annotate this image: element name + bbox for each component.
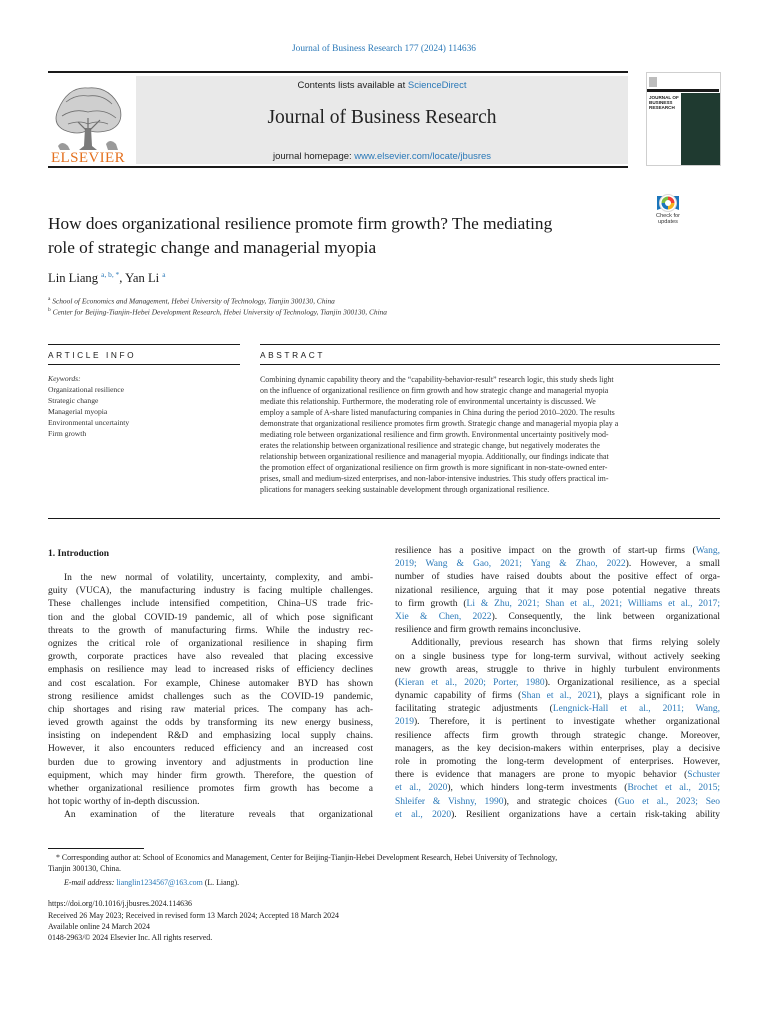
citation-link[interactable]: 2019 — [395, 717, 414, 728]
email-link[interactable]: lianglin1234567@163.com — [116, 878, 203, 887]
citation-link[interactable]: et al., 2020 — [395, 809, 452, 820]
body-line — [395, 756, 720, 769]
check-for-updates-label[interactable] — [644, 213, 692, 226]
check-for-updates-icon[interactable] — [648, 192, 688, 232]
abstract-line: Combining dynamic capability theory and the “capability-behavior-result” research logic, this study sheds light — [260, 375, 614, 384]
body-text: managers, as the key decision-makers within enterprises, play a decisive — [395, 743, 720, 754]
body-line — [395, 611, 720, 624]
abstract-rule-top — [260, 344, 720, 345]
cover-strip — [647, 89, 719, 92]
body-text: new growth areas, struggle to thrive in highly turbulent environments — [395, 664, 720, 675]
body-line: guity (VUCA), the manufacturing industry is facing multiple challenges. — [48, 586, 373, 597]
title-line: role of strategic change and managerial myopia — [48, 238, 377, 257]
body-line — [395, 809, 720, 822]
body-text: Additionally, previous research has shown that firms relying solely — [411, 638, 720, 649]
body-line: strong resilience amidst challenges such as the COVID-19 pandemic, — [48, 691, 373, 702]
corresponding-line: * Corresponding author at: School of Economics and Management, Center for Beijing-Tianjin-Hebei Development Research, Hebei University of Technology, — [56, 853, 558, 862]
citation-link[interactable]: 2019; Wang & Gao, 2021; Yang & Zhao, 2022 — [395, 559, 626, 570]
body-line: emphasis on resilience may lead to increased risks of efficiency declines — [48, 665, 373, 676]
affiliation-mark: b — [48, 307, 51, 313]
body-text: ). Consequently, the link between organizational — [491, 611, 720, 622]
citation-link[interactable]: Li & Zhu, 2021; Shan et al., 2021; Williams et al., 2017; — [466, 598, 720, 609]
body-line: ieved growth against the odds by transforming its new energy business, — [48, 718, 373, 729]
abstract-line: on the influence of organizational resilience on firm growth and how strategic change and managerial myopia — [260, 385, 609, 395]
contents-line — [136, 80, 628, 91]
body-line: chip shortages and rising raw material prices. The company has ach- — [48, 704, 373, 715]
homepage-prefix: journal homepage: — [272, 151, 352, 162]
abstract-text — [260, 375, 720, 495]
affiliation-text: Center for Beijing-Tianjin-Hebei Development Research, Hebei University of Technology, Tianjin 300130, China — [52, 307, 388, 317]
body-text: ( — [395, 677, 399, 688]
affiliation — [48, 296, 335, 305]
citation-link[interactable]: Guo et al., 2023; Seo — [617, 796, 720, 807]
body-line: These challenges include intensified competition, China–US trade fric- — [48, 599, 373, 610]
keyword: Firm growth — [48, 429, 87, 438]
body-text: to firm growth ( — [395, 598, 467, 609]
sciencedirect-link[interactable]: ScienceDirect — [407, 80, 467, 91]
body-text: ). Organizational resilience, as a special — [544, 677, 720, 688]
cfu-line2: updates — [658, 219, 678, 226]
elsevier-wordmark: ELSEVIER — [50, 150, 126, 166]
body-line — [395, 585, 720, 598]
author-list: Lin Liang $^{a, b, *}$, Yan Li $^a$ — [48, 270, 166, 286]
affiliation-text: School of Economics and Management, Hebei University of Technology, Tianjin 300130, China — [52, 296, 335, 306]
body-line: tion and the global COVID-19 pandemic, all of which pose significant — [48, 612, 373, 623]
right-column-text — [395, 545, 720, 822]
citation-link[interactable]: et al., 2020 — [395, 783, 448, 794]
header-rule-top — [48, 71, 628, 73]
affiliation-mark: a — [48, 296, 51, 302]
citation-link[interactable]: Shan et al., 2021 — [521, 691, 597, 702]
abstract-line: mediating role between organizational resilience and firm growth. Environmental uncertainty positively mod- — [260, 429, 609, 439]
body-line — [395, 716, 720, 729]
article-title — [48, 212, 628, 260]
citation-link[interactable]: Lengnick-Hall et al., 2011; Wang, — [552, 704, 720, 715]
journal-cover-thumbnail[interactable] — [646, 72, 721, 166]
body-text: nizational resilience, arguing that it may pose potential negative threats — [395, 585, 720, 596]
abstract-rule-mid — [260, 364, 720, 365]
body-line: However, it also encounters reduced efficiency and an increased cost — [48, 744, 373, 755]
body-line — [395, 730, 720, 743]
body-line — [395, 743, 720, 756]
body-line — [395, 690, 720, 703]
body-line: In the new normal of volatility, uncertainty, complexity, and ambi- — [64, 573, 373, 583]
author-affiliation-marks[interactable]: a — [162, 270, 166, 279]
email-line — [48, 877, 736, 888]
corresponding-line: Tianjin 300130, China. — [48, 864, 121, 873]
received-dates: Received 26 May 2023; Received in revised form 13 March 2024; Accepted 18 March 2024 — [48, 911, 339, 920]
citation-link[interactable]: Xie & Chen, 2022 — [395, 611, 492, 622]
citation-link[interactable]: Wang, — [695, 546, 720, 556]
body-line — [395, 598, 720, 611]
header-rule-bottom — [48, 166, 628, 168]
body-line: whether organizational resilience promotes firm growth has become a — [48, 784, 373, 794]
body-line — [395, 677, 720, 690]
body-text: on a single business type for long-term survival, without actively seeking — [395, 651, 720, 662]
homepage-link[interactable]: www.elsevier.com/locate/jbusres — [354, 151, 492, 162]
body-line: and cost escalation. For example, Chinese automaker BYD has shown — [48, 678, 373, 689]
body-text: facilitating strategic adjustments ( — [395, 704, 553, 715]
body-line — [395, 624, 720, 637]
body-line: growth, corporate practices have also revealed that placing excessive — [48, 652, 373, 663]
body-text: ). Resilient organizations have a certain risk-taking ability — [451, 809, 721, 820]
body-line: An examination of the literature reveals that organizational — [64, 810, 373, 821]
keyword: Strategic change — [48, 396, 99, 405]
email-label: E-mail address: — [64, 878, 115, 887]
citation-link[interactable]: Kieran et al., 2020; Porter, 1980 — [398, 677, 545, 688]
citation-link[interactable]: Schuster — [687, 770, 720, 781]
abstract-line: the promotion effect of organizational resilience on firm growth is more significant in non-state-owned enter- — [260, 462, 608, 472]
abstract-line: mediate this relationship. Furthermore, the moderating role of environmental uncertainty is discussed. We — [260, 396, 596, 406]
body-text: ), and strategic choices ( — [503, 796, 618, 807]
body-line — [395, 796, 720, 809]
body-text: resilience has a positive impact on the growth of start-up firms ( — [395, 546, 696, 556]
body-line — [395, 545, 720, 558]
citation-link[interactable]: Shleifer & Vishny, 1990 — [395, 796, 504, 807]
body-line — [395, 558, 720, 571]
keyword: Environmental uncertainty — [48, 418, 130, 427]
abstract-line: prises, small and medium-sized enterprises, and non-labor-intensive industries. This study offers practical im- — [260, 473, 609, 483]
body-text: role in promoting the long-term development of enterprises. However, — [395, 757, 720, 767]
body-text: ). However, a small — [625, 559, 720, 570]
affiliation — [48, 307, 387, 316]
body-line: equipment, which may hinder firm growth. Therefore, the question of — [48, 770, 373, 781]
body-line — [395, 703, 720, 716]
body-line — [395, 637, 720, 650]
body-text: ), plays a significant role in — [596, 691, 720, 702]
cover-image — [681, 93, 720, 165]
body-line — [395, 571, 720, 584]
section-heading-introduction: 1. Introduction — [48, 549, 110, 559]
keyword: Managerial myopia — [48, 407, 108, 416]
abstract-line: demonstrate that organizational resilience promotes firm growth. Strategic change and managerial myopia play a — [260, 418, 619, 428]
available-online: Available online 24 March 2024 — [48, 922, 150, 931]
article-info-heading: ARTICLE INFO — [48, 350, 137, 360]
abstract-line: plications for managers seeking sustainable development through organizational resilience. — [260, 484, 550, 494]
body-line: burden due to growing inventory and adjustments in production line — [48, 757, 373, 768]
body-text: number of studies have raised doubts about the positive effect of orga- — [395, 572, 720, 583]
author-affiliation-marks[interactable]: a, b, * — [101, 270, 120, 279]
abstract-rule-bottom — [48, 518, 720, 519]
author-name[interactable]: Lin Liang — [48, 271, 99, 286]
abstract-heading: ABSTRACT — [260, 350, 326, 360]
cover-title: JOURNAL OF BUSINESS RESEARCH — [649, 95, 679, 110]
abstract-line: employ a sample of A-share listed manufacturing companies in China during the period 2010–2020. The results — [260, 407, 615, 417]
body-line: hot topic worthy of in-depth discussion. — [48, 797, 200, 808]
body-text: dynamic capability of firms ( — [395, 691, 522, 702]
homepage-line — [136, 151, 628, 162]
abstract-line: erates the relationship between organizational resilience and strategic change, but negatively moderates the — [260, 440, 600, 450]
contents-prefix: Contents lists available at — [297, 80, 406, 91]
body-line: ognizes the critical role of organizational resilience in shaping firm — [48, 638, 373, 649]
corresponding-author-note — [48, 852, 720, 874]
abstract-line: relationship between organizational resilience and managerial myopia. Additionally, our findings indicate that — [260, 451, 609, 461]
left-column-text — [48, 572, 373, 823]
journal-citation[interactable]: Journal of Business Research 177 (2024) 114636 — [292, 44, 476, 54]
body-line: insisting on independent R&D and emphasizing local supply chains. — [48, 731, 373, 742]
cover-logo — [649, 77, 657, 87]
author-name[interactable]: Yan Li — [125, 271, 160, 286]
body-text: there is evidence that managers are prone to myopic behavior ( — [395, 770, 688, 781]
cfu-line1: Check for — [656, 213, 680, 219]
body-line — [395, 664, 720, 677]
footnote-rule — [48, 848, 144, 849]
body-text: ). Therefore, it is pertinent to investigate whether organizational — [414, 717, 720, 728]
body-line — [395, 651, 720, 664]
body-text: resilience and firm growth remains inconclusive. — [395, 625, 581, 636]
journal-title: Journal of Business Research — [267, 107, 497, 128]
body-line — [395, 782, 720, 795]
body-text: ), which hinders long-term investments ( — [447, 783, 628, 794]
keywords-label: Keywords: — [48, 374, 81, 383]
body-line — [395, 769, 720, 782]
copyright-line: 0148-2963/© 2024 Elsevier Inc. All rights reserved. — [48, 933, 213, 942]
email-suffix: (L. Liang). — [204, 878, 240, 887]
body-text: resilience affects firm growth through strategic change. Moreover, — [395, 730, 720, 741]
citation-link[interactable]: Brochet et al., 2015; — [627, 783, 720, 794]
keyword: Organizational resilience — [48, 385, 124, 394]
body-line: threats to the growth of manufacturing firms. While the industry rec- — [48, 625, 373, 636]
title-line: How does organizational resilience promote firm growth? The mediating — [48, 214, 553, 233]
article-info-rule-top — [48, 344, 240, 345]
article-info-rule-mid — [48, 364, 240, 365]
doi-link[interactable]: https://doi.org/10.1016/j.jbusres.2024.114636 — [48, 899, 193, 908]
